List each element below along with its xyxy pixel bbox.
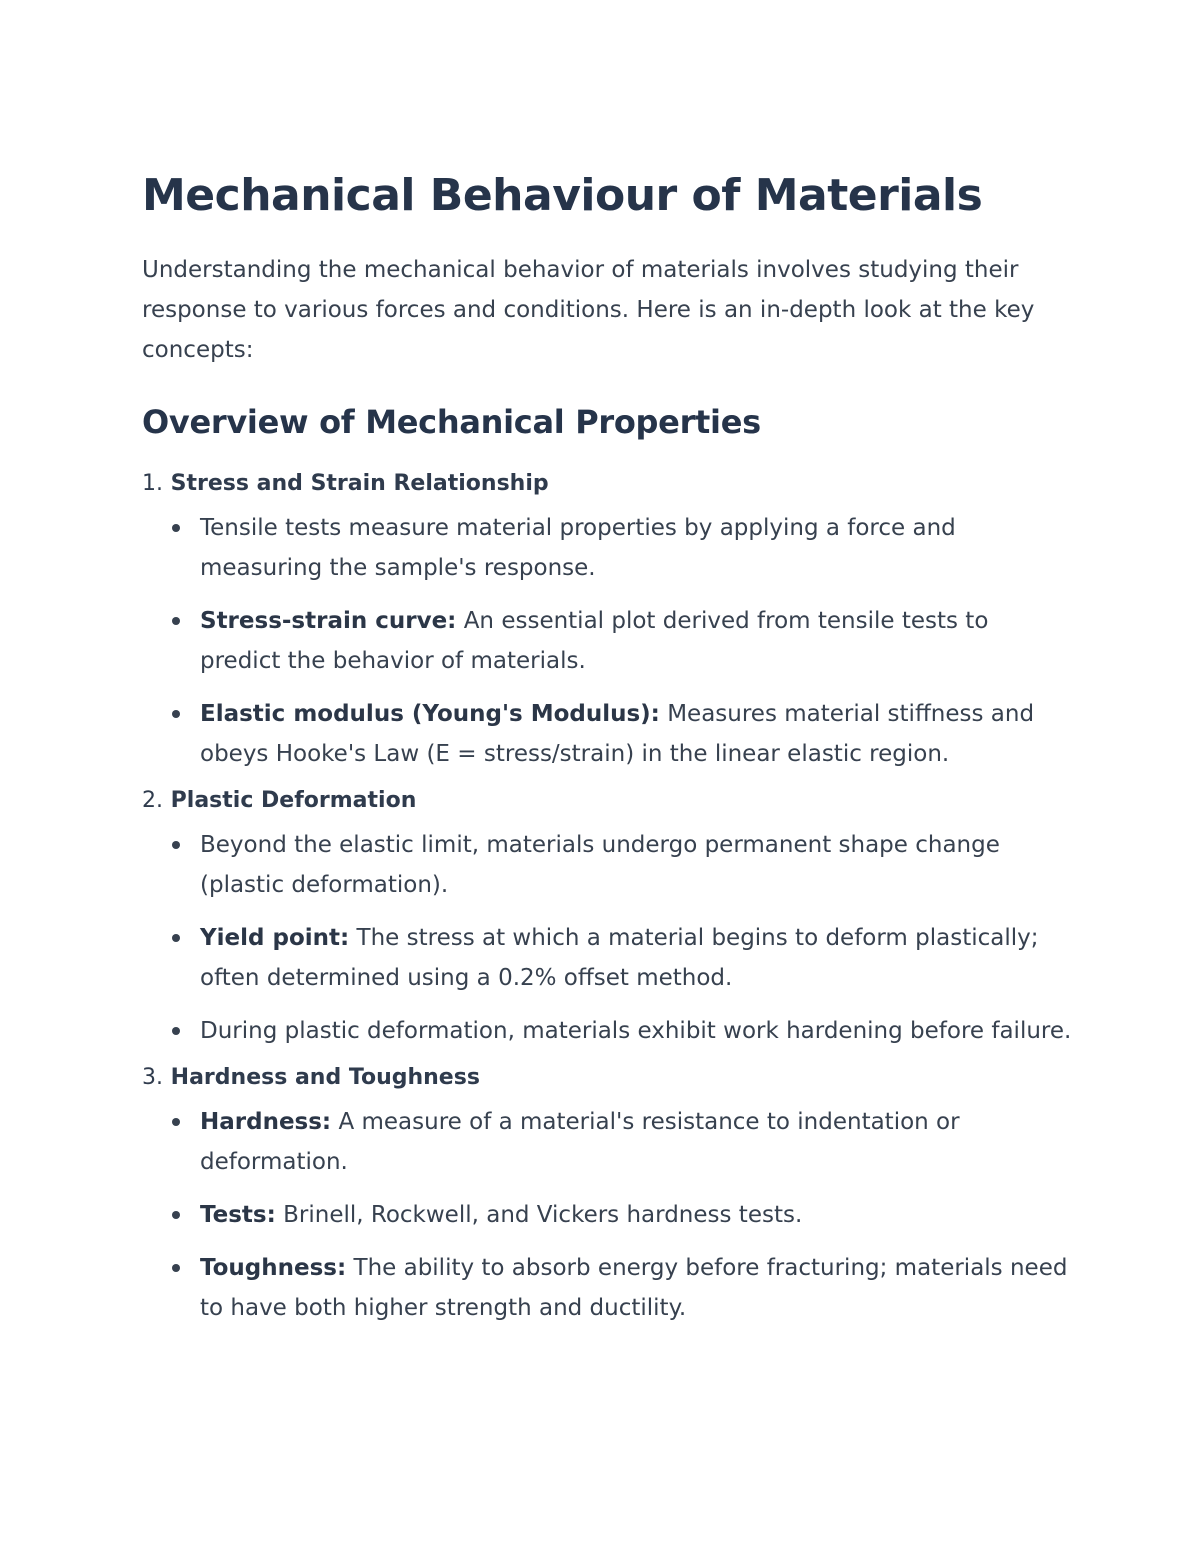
page-title: Mechanical Behaviour of Materials <box>142 170 983 221</box>
list-item <box>142 1195 1072 1235</box>
list-item <box>142 508 1072 588</box>
bullet-icon <box>172 710 180 718</box>
document-page <box>142 168 1072 1341</box>
item-text: A measure of a material's resistance to indentation or deformation. <box>200 1109 960 1175</box>
item-term: Stress-strain curve: <box>200 608 457 634</box>
bullet-icon <box>172 934 180 942</box>
list-item <box>142 1102 1072 1182</box>
section-title-text: Hardness and Toughness <box>170 1065 480 1090</box>
section-number: 3. <box>142 1065 163 1090</box>
bullet-icon <box>172 524 180 532</box>
bullet-icon <box>172 1211 180 1219</box>
section-number: 1. <box>142 471 163 496</box>
bullet-list <box>142 508 1072 774</box>
item-text: An essential plot derived from tensile tests to predict the behavior of materials. <box>200 608 989 674</box>
bullet-icon <box>172 841 180 849</box>
intro-paragraph: Understanding the mechanical behavior of materials involves studying their response to various forces and conditions. Here is an in-depth look at the key concepts: <box>142 257 1035 363</box>
section-number: 2. <box>142 788 163 813</box>
item-term: Tests: <box>200 1202 276 1228</box>
item-text: Beyond the elastic limit, materials undergo permanent shape change (plastic deformation). <box>200 832 1000 898</box>
list-item <box>142 601 1072 681</box>
item-text: Measures material stiffness and obeys Hooke's Law (E = stress/strain) in the linear elastic region. <box>200 701 1035 767</box>
list-item <box>142 694 1072 774</box>
list-item <box>142 918 1072 998</box>
item-term: Toughness: <box>200 1255 347 1281</box>
list-item <box>142 1011 1072 1051</box>
section-title-text: Stress and Strain Relationship <box>170 471 549 496</box>
section-plastic-deformation <box>142 781 1072 1051</box>
bullet-list <box>142 1102 1072 1328</box>
item-text: Tensile tests measure material properties by applying a force and measuring the sample's response. <box>200 515 956 581</box>
item-text: The ability to absorb energy before fracturing; materials need to have both higher strength and ductility. <box>200 1255 1068 1321</box>
list-item <box>142 825 1072 905</box>
item-term: Elastic modulus (Young's Modulus): <box>200 701 660 727</box>
bullet-list <box>142 825 1072 1051</box>
item-text: Brinell, Rockwell, and Vickers hardness tests. <box>275 1202 803 1228</box>
item-text: During plastic deformation, materials exhibit work hardening before failure. <box>200 1018 1072 1044</box>
list-item <box>142 1248 1072 1328</box>
overview-heading: Overview of Mechanical Properties <box>142 403 761 441</box>
section-title <box>142 464 1072 504</box>
section-title <box>142 781 1072 821</box>
bullet-icon <box>172 617 180 625</box>
section-title-text: Plastic Deformation <box>170 788 417 813</box>
item-text: The stress at which a material begins to deform plastically; often determined using a 0.2% offset method. <box>200 925 1039 991</box>
item-term: Yield point: <box>200 925 350 951</box>
section-title <box>142 1058 1072 1098</box>
bullet-icon <box>172 1264 180 1272</box>
item-term: Hardness: <box>200 1109 332 1135</box>
section-stress-strain <box>142 464 1072 774</box>
section-hardness-toughness <box>142 1058 1072 1328</box>
bullet-icon <box>172 1118 180 1126</box>
bullet-icon <box>172 1027 180 1035</box>
